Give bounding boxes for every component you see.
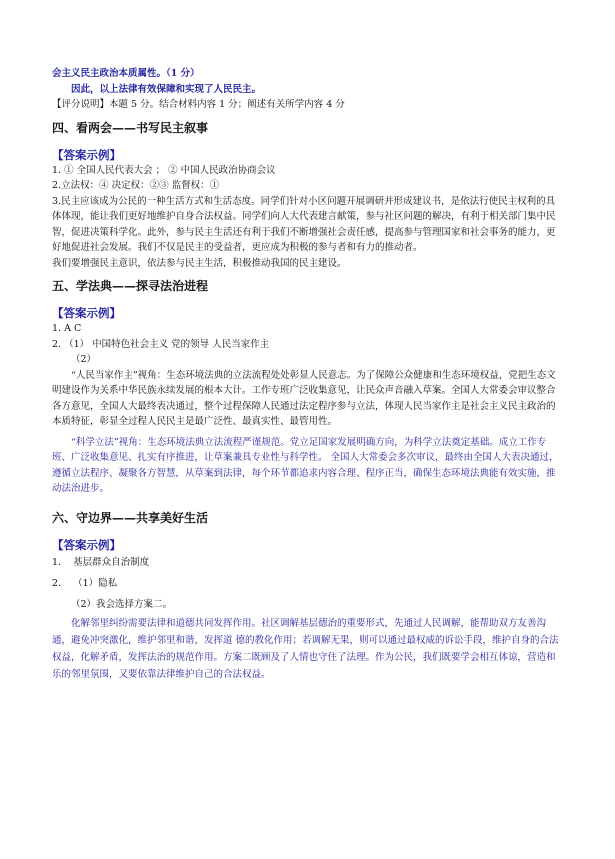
section-6-q1: 1. 基层群众自治制度 (52, 556, 150, 568)
section-5-answer-label: 【答案示例】 (52, 306, 121, 320)
section-4-q1: 1. ① 全国人民代表大会 ； ② 中国人民政治协商会议 (52, 164, 276, 176)
section-4-title: 四、看两会——书写民主叙事 (52, 120, 209, 135)
section-5-q2-2: （2） (71, 354, 97, 365)
section-5-paragraph-1: “人民当家作主”视角：生态环境法典的立法流程处处彰显人民意志。为了保障公众健康和生态环境权益，党把生态文明建设作为关系中华民族永续发展的根本大计。工作专班广泛收集意见，让民众声音融入草案。全国人大常委会审议整合各方意见，全国人大最终表决通过，整个过程保障人民通过法定程序参与立法，体现人民当家作主是社会主义民主政治的本质特征，彰显全过程人民民主是最广泛性、最真实性、最管用性。 (52, 369, 556, 427)
section-5-q1: 1. A C (52, 323, 82, 334)
section-6-q2-1: 2. （1）隐私 (52, 577, 118, 589)
section-6-paragraph: 化解邻里纠纷需要法律和道德共同发挥作用。社区调解基层德治的重要形式，先通过人民调解，能帮助双方友善沟通，避免冲突激化，维护邻里和谐，发挥道 德的教化作用；若调解无果，则可以通过最权威的诉讼手段，维护自身的合法权益，化解矛盾，发挥法治的规范作用。方案二既顾及了人情也守住了法理。作为公民，我们既要学会相互体谅，营造和乐的邻里氛围，又要依靠法律维护自己的合法权益。 (52, 617, 559, 680)
section-6-q2-2: （2）我会选择方案二。 (71, 598, 173, 610)
section-5-q2-1: 2. （1） 中国特色社会主义 党的领导 人民当家作主 (52, 338, 270, 350)
scoring-note: 【评分说明】本题 5 分。结合材料内容 1 分；阐述有关所学内容 4 分 (52, 99, 345, 110)
intro-line-1: 会主义民主政治本质属性。（1 分） (52, 68, 200, 79)
document-page (52, 66, 562, 683)
section-5-title: 五、学法典——探寻法治进程 (52, 279, 209, 293)
section-5-paragraph-2: “科学立法”视角：生态环境法典立法流程严谨规范。党立足国家发展明确方向，为科学立法奠定基础。成立工作专班、广泛收集意见、扎实有序推进，让草案兼具专业性与科学性。 全国人大常委会多次审议，最终由全国人大表决通过，遵循立法程序、凝聚各方智慧，从草案到法律，每个环节都追求内容合理、程序正当，确保生态环境法典能有效实施，推动法治进步。 (52, 436, 559, 494)
section-4-q3: 3.民主应该成为公民的一种生活方式和生活态度。同学们针对小区问题开展调研并形成建议书，是依法行使民主权利的具体体现，能让我们更好地维护自身合法权益。同学们向人大代表建言献策，参与社区问题的解决，有利于相关部门集中民智，促进决策科学化。此外，参与民主生活还有利于我们不断增强社会责任感，提高参与管理国家和社会事务的能力，更好地促进社会发展。我们不仅是民主的受益者，更应成为积极的参与者和有力的推动者。 (52, 195, 556, 253)
section-4-q2: 2.立法权：④ 决定权：②③ 监督权：① (52, 180, 220, 191)
section-6-title: 六、守边界——共享美好生活 (52, 510, 209, 525)
section-4-q3-end: 我们要增强民主意识，依法参与民主生活，积极推动我国的民主建设。 (52, 257, 347, 269)
intro-line-2: 因此，以上法律有效保障和实现了人民民主。 (71, 83, 262, 95)
section-6-answer-label: 【答案示例】 (52, 537, 121, 552)
section-4-answer-label: 【答案示例】 (52, 147, 121, 162)
